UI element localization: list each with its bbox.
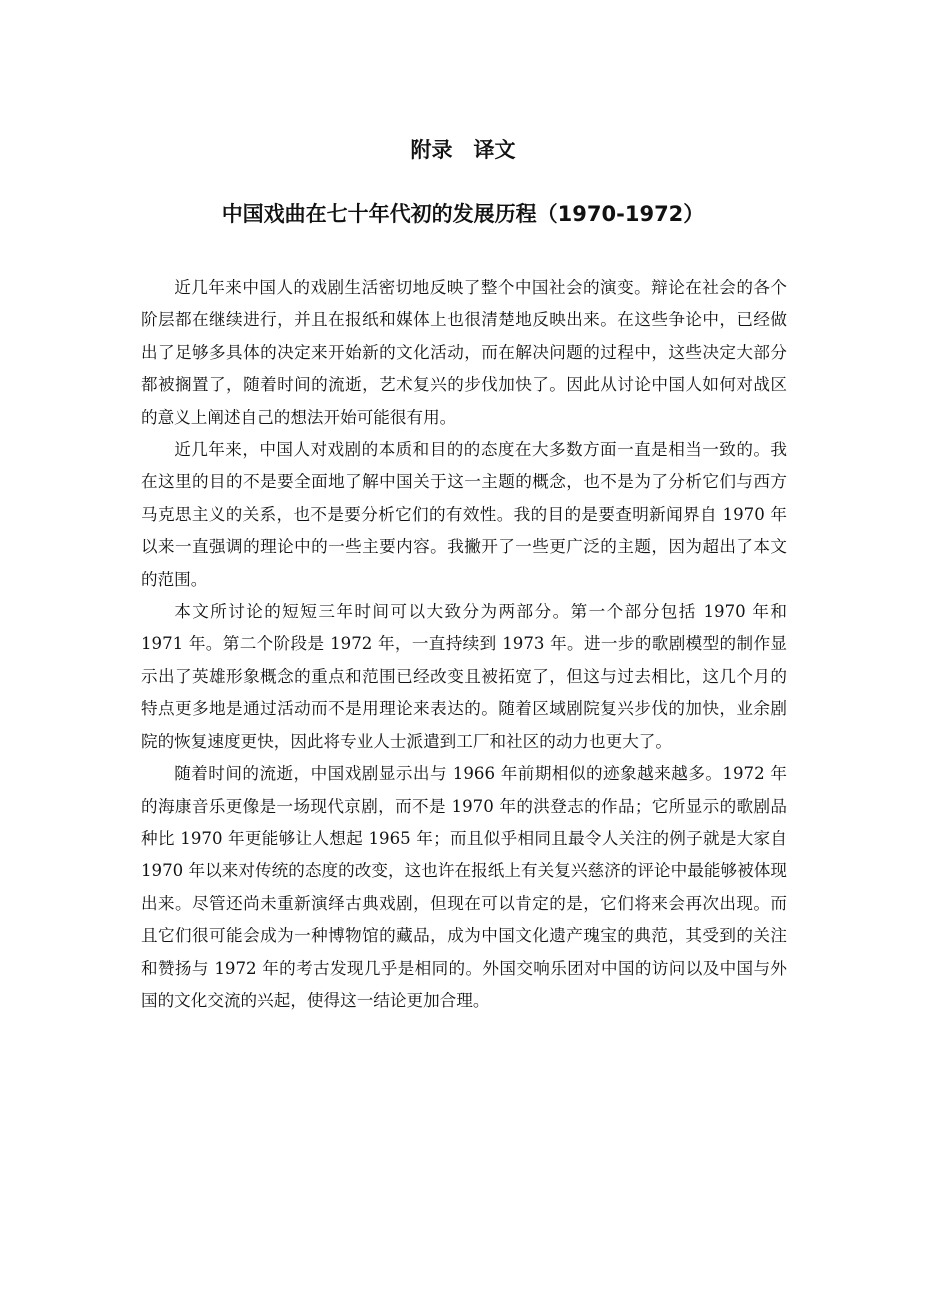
paragraph-2: 近几年来，中国人对戏剧的本质和目的的态度在大多数方面一直是相当一致的。我在这里的目的不是要全面地了解中国关于这一主题的概念，也不是为了分析它们与西方马克思主义的关系，也不是要分析它们的有效性。我的目的是要查明新闻界自 1970 年以来一直强调的理论中的一些主要内容。我撇开了一些更广泛的主题，因为超出了本文的范围。 — [141, 440, 787, 589]
article-body — [141, 272, 787, 1017]
article-title: 中国戏曲在七十年代初的发展历程（1970-1972） — [221, 202, 705, 226]
appendix-title: 附录 译文 — [410, 138, 516, 162]
paragraph-4: 随着时间的流逝，中国戏剧显示出与 1966 年前期相似的迹象越来越多。1972 年的海康音乐更像是一场现代京剧，而不是 1970 年的洪登志的作品；它所显示的歌剧品种比 1970 年更能够让人想起 1965 年；而且似乎相同且最令人关注的例子就是大家自 1970 年以来对传统的态度的改变，这也许在报纸上有关复兴慈济的评论中最能够被体现出来。尽管还尚未重新演绎古典戏剧，但现在可以肯定的是，它们将来会再次出现。而且它们很可能会成为一种博物馆的藏品，成为中国文化遗产瑰宝的典范，其受到的关注和赞扬与 1972 年的考古发现几乎是相同的。外国交响乐团对中国的访问以及中国与外国的文化交流的兴起，使得这一结论更加合理。 — [141, 764, 787, 1010]
paragraph-3: 本文所讨论的短短三年时间可以大致分为两部分。第一个部分包括 1970 年和 1971 年。第二个阶段是 1972 年，一直持续到 1973 年。进一步的歌剧模型的制作显示出了英雄形象概念的重点和范围已经改变且被拓宽了，但这与过去相比，这几个月的特点更多地是通过活动而不是用理论来表达的。随着区域剧院复兴步伐的加快，业余剧院的恢复速度更快，因此将专业人士派遣到工厂和社区的动力也更大了。 — [141, 602, 787, 751]
paragraph-1: 近几年来中国人的戏剧生活密切地反映了整个中国社会的演变。辩论在社会的各个阶层都在继续进行，并且在报纸和媒体上也很清楚地反映出来。在这些争论中，已经做出了足够多具体的决定来开始新的文化活动，而在解决问题的过程中，这些决定大部分都被搁置了，随着时间的流逝，艺术复兴的步伐加快了。因此从讨论中国人如何对战区的意义上阐述自己的想法开始可能很有用。 — [141, 278, 787, 427]
